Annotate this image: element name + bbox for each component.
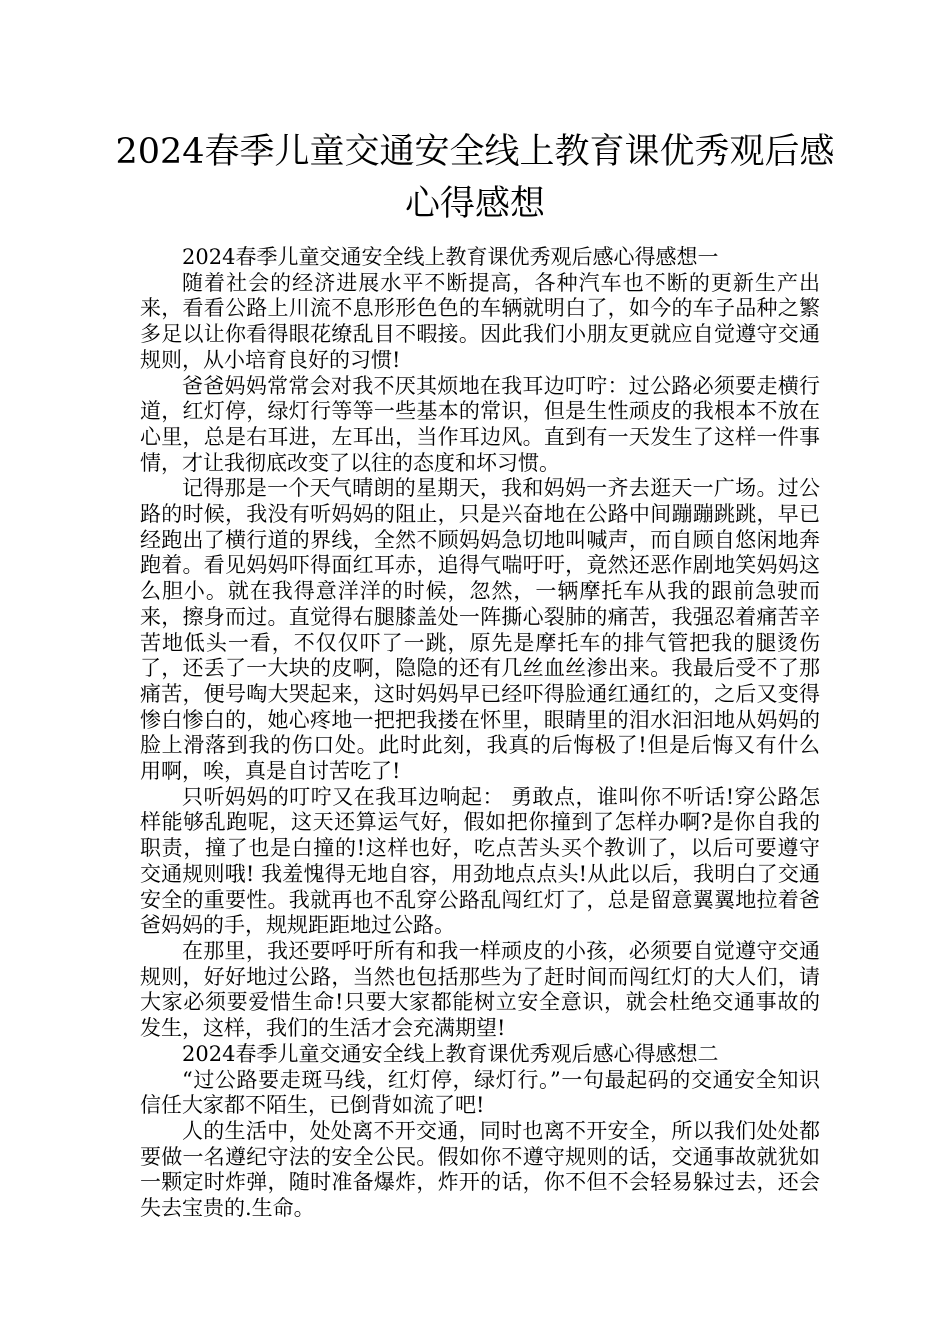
paragraph: 只听妈妈的叮咛又在我耳边响起： 勇敢点，谁叫你不听话!穿公路怎样能够乱跑呢，这天还算运气好，假如把你撞到了怎样办啊?是你自我的职责，撞了也是白撞的!这样也好，吃点苦头买个教训了，以后可要遵守交通规则哦! 我羞愧得无地自容，用劲地点点头!从此以后，我明白了交通安全的重要性。我就再也不乱穿公路乱闯红灯了，总是留意翼翼地拉着爸爸妈妈的手，规规距距地过公路。: [140, 784, 820, 938]
document-title: 2024春季儿童交通安全线上教育课优秀观后感心得感想: [115, 132, 835, 224]
paragraph: 随着社会的经济进展水平不断提高，各种汽车也不断的更新生产出来，看看公路上川流不息形形色色的车辆就明白了，如今的车子品种之繁多足以让你看得眼花缭乱目不暇接。因此我们小朋友更就应自觉遵守交通规则，从小培育良好的习惯!: [140, 270, 820, 372]
document-body: [140, 245, 820, 1222]
paragraph: 爸爸妈妈常常会对我不厌其烦地在我耳边叮咛：过公路必须要走横行道，红灯停，绿灯行等等一些基本的常识，但是生性顽皮的我根本不放在心里，总是右耳进，左耳出，当作耳边风。直到有一天发生了这样一件事情，才让我彻底改变了以往的态度和坏习惯。: [140, 373, 820, 475]
paragraph: “过公路要走斑马线，红灯停，绿灯行。”一句最起码的交通安全知识信任大家都不陌生，已倒背如流了吧!: [140, 1067, 820, 1118]
section-heading-1: 2024春季儿童交通安全线上教育课优秀观后感心得感想一: [182, 245, 719, 269]
section-heading-2: 2024春季儿童交通安全线上教育课优秀观后感心得感想二: [182, 1041, 719, 1066]
paragraph: 记得那是一个天气晴朗的星期天，我和妈妈一齐去逛天一广场。过公路的时候，我没有听妈妈的阻止，只是兴奋地在公路中间蹦蹦跳跳，早已经跑出了横行道的界线，全然不顾妈妈急切地叫喊声，而自顾自悠闲地奔跑着。看见妈妈吓得面红耳赤，追得气喘吁吁，竟然还恶作剧地笑妈妈这么胆小。就在我得意洋洋的时候，忽然，一辆摩托车从我的跟前急驶而来，擦身而过。直觉得右腿膝盖处一阵撕心裂肺的痛苦，我强忍着痛苦辛苦地低头一看，不仅仅吓了一跳，原先是摩托车的排气管把我的腿烫伤了，还丢了一大块的皮啊，隐隐的还有几丝血丝渗出来。我最后受不了那痛苦，便号啕大哭起来，这时妈妈早已经吓得脸通红通红的，之后又变得惨白惨白的，她心疼地一把把我搂在怀里，眼睛里的泪水汩汩地从妈妈的脸上滑落到我的伤口处。此时此刻，我真的后悔极了!但是后悔又有什么用啊，唉，真是自讨苦吃了!: [140, 476, 820, 784]
paragraph: 人的生活中，处处离不开交通，同时也离不开安全，所以我们处处都要做一名遵纪守法的安全公民。假如你不遵守规则的话，交通事故就犹如一颗定时炸弹，随时准备爆炸，炸开的话，你不但不会轻易躲过去，还会失去宝贵的.生命。: [140, 1118, 820, 1221]
paragraph: 在那里，我还要呼吁所有和我一样顽皮的小孩，必须要自觉遵守交通规则，好好地过公路，当然也包括那些为了赶时间而闯红灯的大人们，请大家必须要爱惜生命!只要大家都能树立安全意识，就会杜绝交通事故的发生，这样，我们的生活才会充满期望!: [140, 938, 820, 1041]
